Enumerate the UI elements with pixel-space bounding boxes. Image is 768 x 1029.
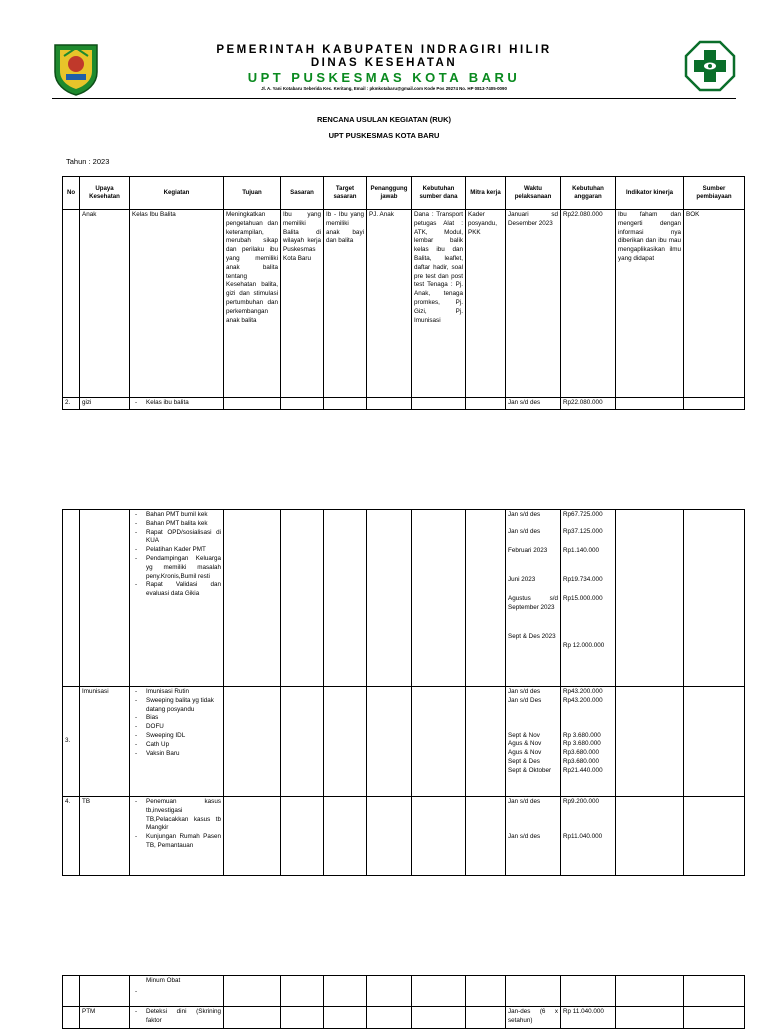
list-item: - Pendampingan Keluarga yg memiliki masalah peny.Kronis,Bumil resti — [132, 555, 221, 581]
header-pj: Penanggung jawab — [367, 177, 412, 210]
letterhead-address: Jl. A. Yani Kotabaru Seberida Kec. Keritang, Email : pkmkotabaru@gmail.com Kode Pos 29274 No. HP 0813-7405-0090 — [261, 86, 507, 91]
header-sumber: Sumber pembiayaan — [684, 177, 745, 210]
cell-pj: PJ. Anak — [367, 210, 412, 398]
letterhead-line-1: PEMERINTAH KABUPATEN INDRAGIRI HILIR — [216, 44, 552, 56]
cell-upaya: gizi — [80, 398, 130, 410]
ruk-table-page-3 — [62, 975, 745, 1029]
cell-sasaran: Ibu yang memiliki Balita di wilayah kerja Puskesmas Kota Baru — [281, 210, 324, 398]
cell-waktu: Jan s/d des Jan s/d des Februari 2023 Juni 2023 Agustus s/d September 2023 Sept & Des 2023 — [506, 510, 561, 687]
list-item: - Sweeping IDL — [132, 732, 221, 741]
cell-waktu: Jan-des (6 x setahun) — [506, 1007, 561, 1029]
header-anggaran: Kebutuhan anggaran — [561, 177, 616, 210]
list-item: - Bahan PMT bumil kek — [132, 511, 221, 520]
header-sasaran: Sasaran — [281, 177, 324, 210]
table-row — [63, 976, 745, 1007]
cell-sumber: BOK — [684, 210, 745, 398]
list-item: - Rapat Validasi dan evaluasi data Gikia — [132, 581, 221, 599]
cell-anggaran: Rp67.725.000 Rp37.125.000 Rp1.140.000 Rp19.734.000 Rp15.000.000 Rp 12.000.000 — [561, 510, 616, 687]
cell-waktu: Jan s/d des Jan s/d des — [506, 797, 561, 876]
header-kegiatan: Kegiatan — [130, 177, 224, 210]
cell-kegiatan — [130, 797, 224, 876]
cell-upaya: Imunisasi — [80, 687, 130, 797]
cell-waktu: Jan s/d des Jan s/d Des Sept & Nov Agus & Nov Agus & Nov Sept & Des Sept & Oktober — [506, 687, 561, 797]
list-item: - Kunjungan Rumah Pasen TB, Pemantauan — [132, 833, 221, 851]
header-indikator: Indikator kinerja — [616, 177, 684, 210]
list-item: - Rapat OPD/sosialisasi di KUA — [132, 529, 221, 547]
table-row — [63, 1007, 745, 1029]
cell-upaya: PTM — [80, 1007, 130, 1029]
ruk-table-page-1 — [62, 176, 745, 410]
document-title: RENCANA USULAN KEGIATAN (RUK) — [316, 115, 452, 124]
cell-waktu: Jan s/d des — [506, 398, 561, 410]
list-item: - Bias — [132, 714, 221, 723]
cell-mitra: Kader posyandu, PKK — [466, 210, 506, 398]
cell-indikator: Ibu faham dan mengerti dengan informasi nya diberikan dan ibu mau mengaplikasikan ilmu yang didapat — [616, 210, 684, 398]
cell-anggaran: Rp43.200.000 Rp43.200.000 Rp 3.680.000 Rp 3.680.000 Rp3.680.000 Rp3.680.000 Rp21.440.000 — [561, 687, 616, 797]
header-target: Target sasaran — [324, 177, 367, 210]
letterhead-line-2: DINAS KESEHATAN — [310, 57, 458, 69]
cell-no — [63, 210, 80, 398]
cell-anggaran: Rp9.200.000 Rp11.040.000 — [561, 797, 616, 876]
header-waktu: Waktu pelaksanaan — [506, 177, 561, 210]
list-item: - Cath Up — [132, 741, 221, 750]
ruk-table-page-2 — [62, 509, 745, 876]
cell-anggaran: Rp22.080.000 — [561, 210, 616, 398]
letterhead-divider — [52, 98, 736, 99]
list-item: - Bahan PMT balita kek — [132, 520, 221, 529]
table-row — [63, 797, 745, 876]
cell-waktu: Januari sd Desember 2023 — [506, 210, 561, 398]
cell-no: 4. — [63, 797, 80, 876]
puskesmas-cross-icon — [684, 40, 736, 92]
cell-upaya: Anak — [80, 210, 130, 398]
table-row — [63, 687, 745, 797]
list-item: - Sweeping balita yg tidak datang posyandu — [132, 697, 221, 715]
cell-tujuan: Meningkatkan pengetahuan dan keterampilan, merubah sikap dan perilaku ibu yang memiliki anak balita tentang Kesehatan balita, gizi dan stimulasi pertumbuhan dan perkembangan anak balita — [224, 210, 281, 398]
cell-dana: Dana : Transport petugas Alat : ATK, Modul, lembar balik kelas ibu dan Balita, leaflet, daftar hadir, soal pre test dan post test Tenaga : Pj. Anak, tenaga promkes, Pj. Gizi, Pj. Imunisasi — [412, 210, 466, 398]
list-item: - Imunisasi Rutin — [132, 688, 221, 697]
list-item: - DOFU — [132, 723, 221, 732]
table-row — [63, 210, 745, 398]
letterhead-line-3: UPT PUSKESMAS KOTA BARU — [247, 70, 521, 85]
cell-no: 3. — [63, 687, 80, 797]
header-upaya: Upaya Kesehatan — [80, 177, 130, 210]
document-year: Tahun : 2023 — [66, 157, 110, 166]
document-subtitle: UPT PUSKESMAS KOTA BARU — [328, 131, 440, 140]
table-row — [63, 510, 745, 687]
cell-upaya: TB — [80, 797, 130, 876]
cell-anggaran: Rp22.080.000 — [561, 398, 616, 410]
header-dana: Kebutuhan sumber dana — [412, 177, 466, 210]
list-item: - Kelas ibu balita — [132, 399, 221, 408]
cell-target: Ib - Ibu yang memiliki anak bayi dan balita — [324, 210, 367, 398]
list-item: - Deteksi dini (Skrining faktor — [132, 1008, 221, 1026]
cell-no: 2. — [63, 398, 80, 410]
table-header-row — [63, 177, 745, 210]
header-mitra: Mitra kerja — [466, 177, 506, 210]
cell-kegiatan — [130, 1007, 224, 1029]
cell-kegiatan — [130, 510, 224, 687]
list-item: - Penemuan kasus tb,investigasi TB,Pelacakkan kasus tb Mangkir — [132, 798, 221, 833]
cell-kegiatan — [130, 687, 224, 797]
cell-anggaran: Rp 11.040.000 — [561, 1007, 616, 1029]
list-item: - Pelatihan Kader PMT — [132, 546, 221, 555]
cell-kegiatan: Kelas Ibu Balita — [130, 210, 224, 398]
cell-kegiatan: Minum Obat - — [130, 976, 224, 1007]
cell-kegiatan — [130, 398, 224, 410]
header-no: No — [63, 177, 80, 210]
table-row — [63, 398, 745, 410]
list-item: - Vaksin Baru — [132, 750, 221, 759]
header-tujuan: Tujuan — [224, 177, 281, 210]
